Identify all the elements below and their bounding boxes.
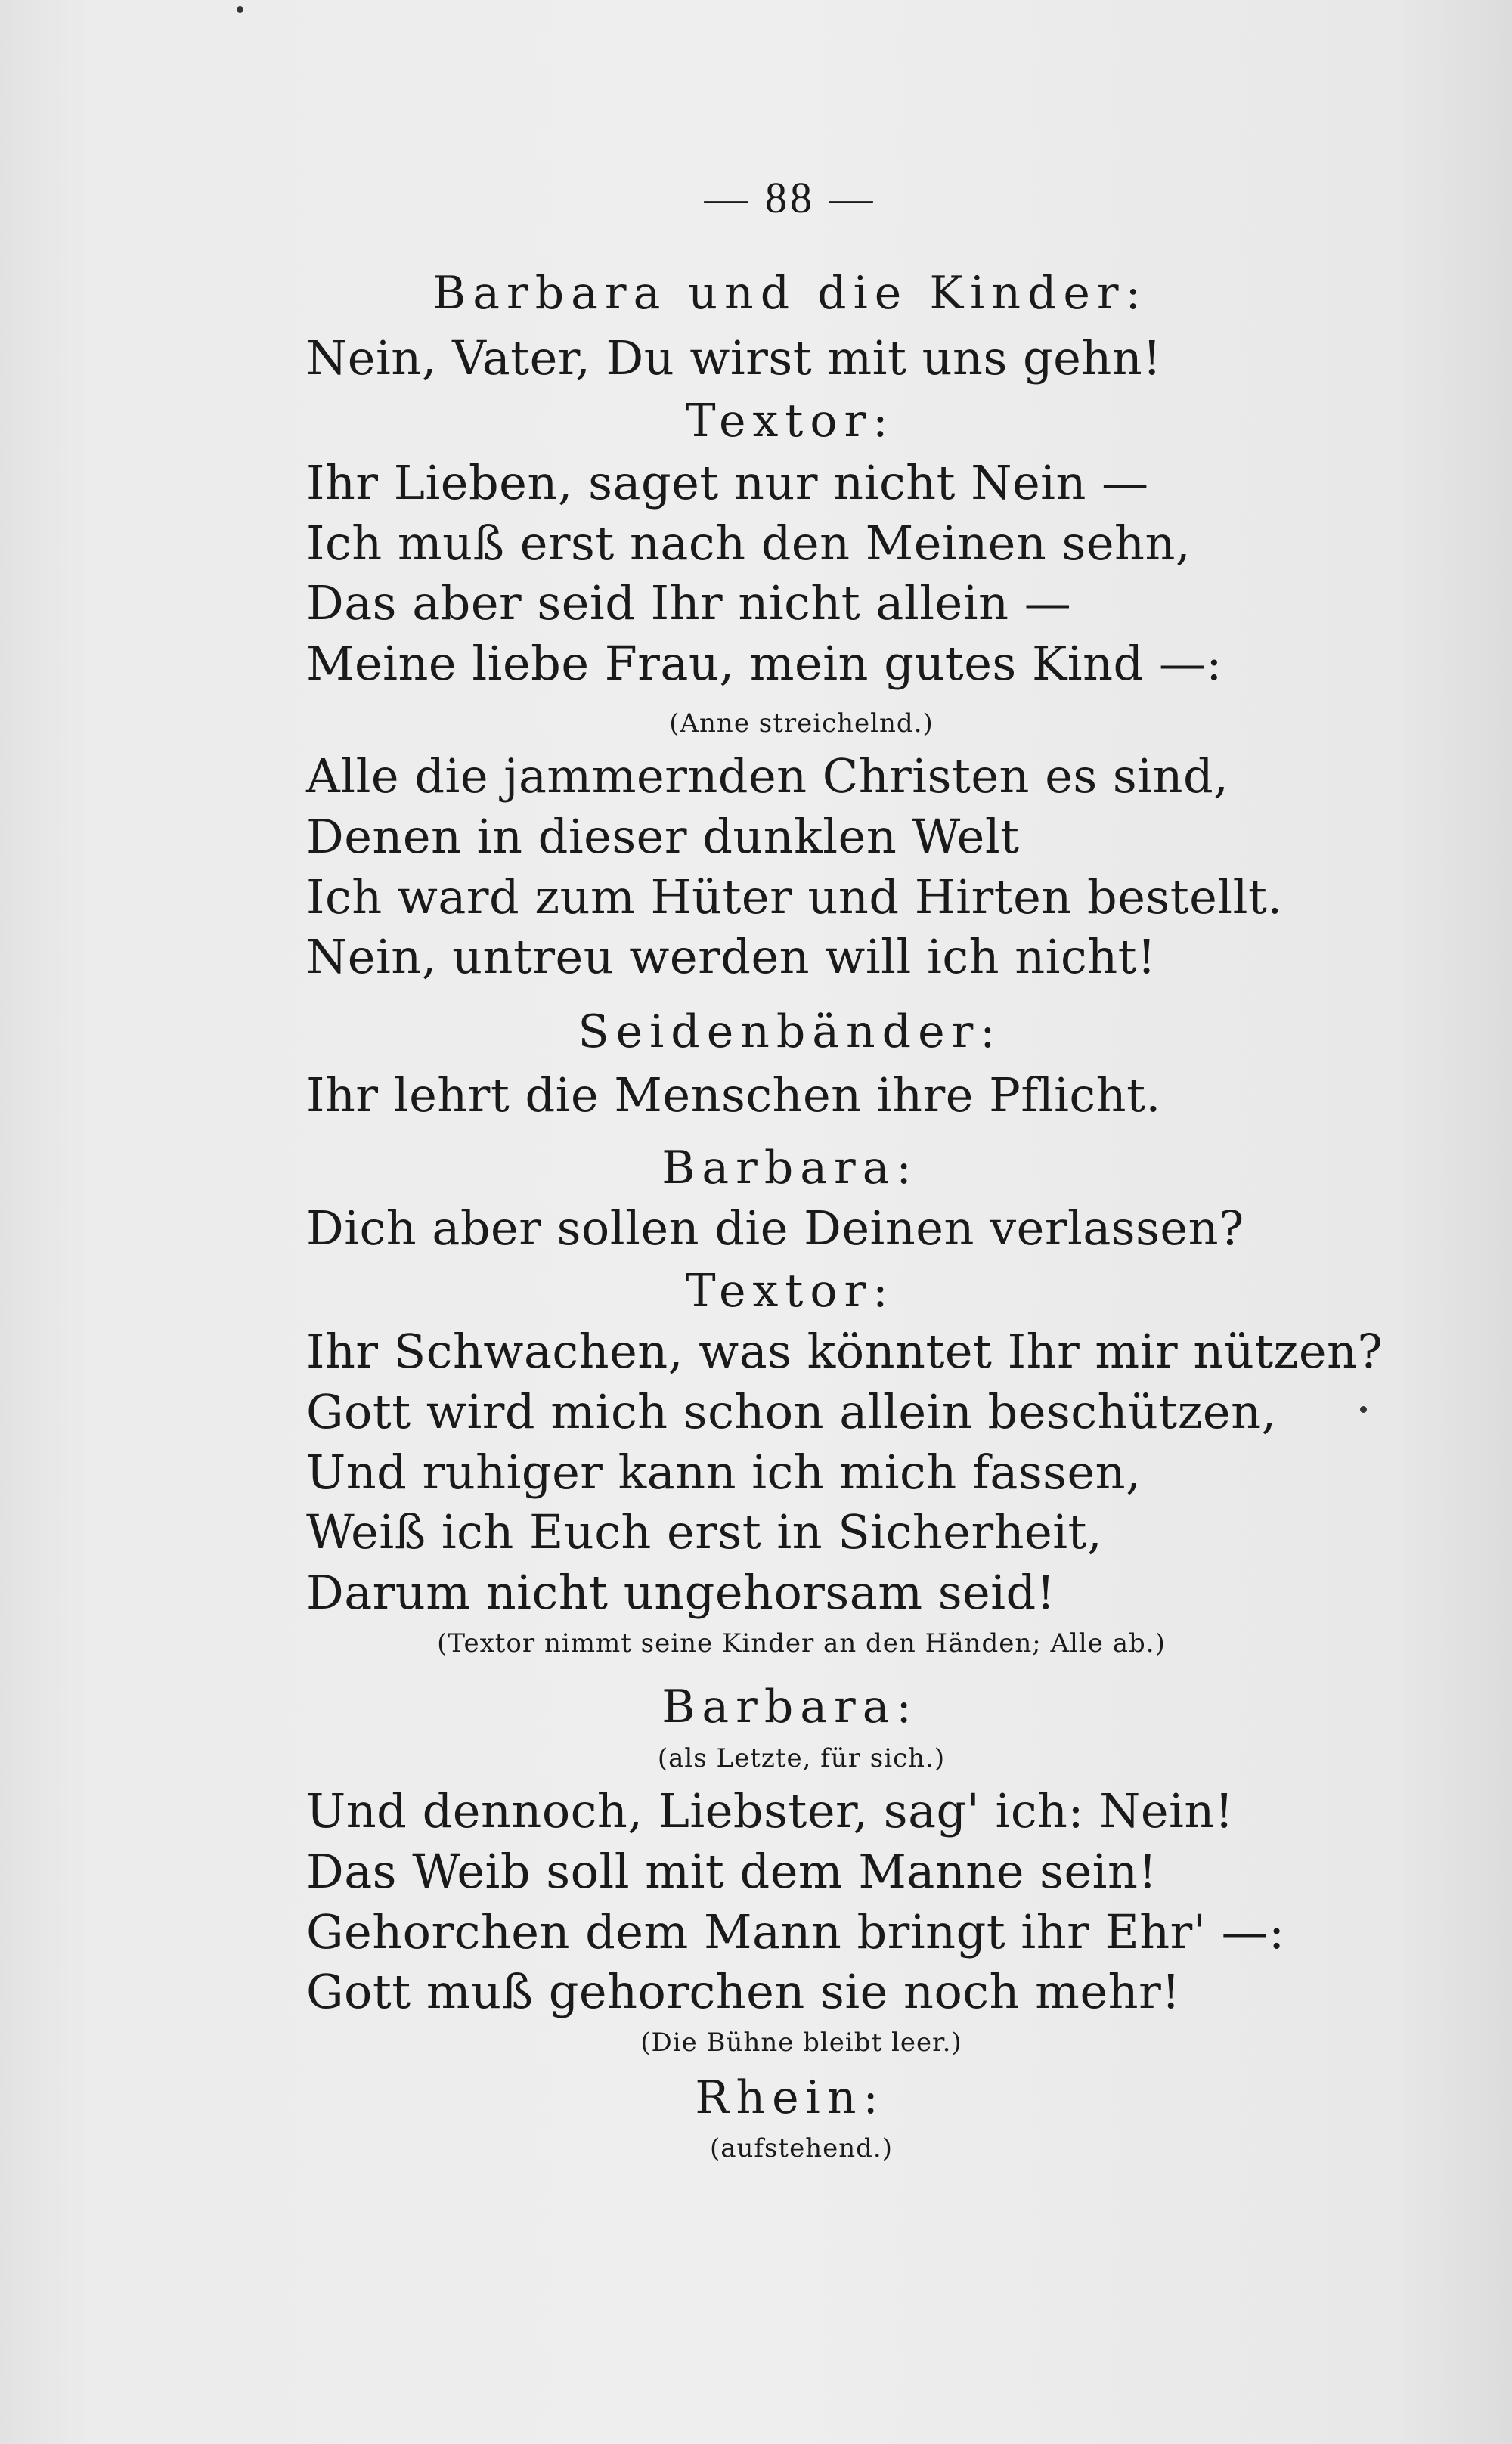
- verse-line: Und ruhiger kann ich mich fassen,: [306, 1445, 1142, 1500]
- verse-line: Meine liebe Frau, mein gutes Kind —:: [306, 636, 1222, 691]
- verse-line: Nein, Vater, Du wirst mit uns gehn!: [306, 330, 1162, 386]
- verse-line: Das aber seid Ihr nicht allein —: [306, 575, 1072, 630]
- print-speck: [237, 6, 243, 13]
- verse-line: Das Weib soll mit dem Manne sein!: [306, 1844, 1157, 1899]
- verse-line: Und dennoch, Liebster, sag' ich: Nein!: [306, 1783, 1235, 1838]
- stage-direction: (Anne streichelnd.): [669, 708, 934, 739]
- verse-line: Denen in dieser dunklen Welt: [306, 809, 1020, 864]
- verse-line: Ihr Lieben, saget nur nicht Nein —: [306, 455, 1149, 510]
- stage-direction: (Die Bühne bleibt leer.): [640, 2027, 962, 2058]
- speaker-heading: Rhein:: [695, 2071, 885, 2124]
- verse-line: Dich aber sollen die Deinen verlassen?: [306, 1200, 1244, 1256]
- verse-line: Gehorchen dem Mann bringt ihr Ehr' —:: [306, 1904, 1285, 1959]
- speaker-heading: Textor:: [685, 395, 895, 448]
- speaker-heading: Barbara:: [662, 1141, 919, 1194]
- speaker-heading: Barbara und die Kinder:: [432, 267, 1148, 320]
- verse-line: Ich ward zum Hüter und Hirten bestellt.: [306, 869, 1283, 925]
- verse-line: Gott wird mich schon allein beschützen,: [306, 1384, 1277, 1439]
- verse-line: Alle die jammernden Christen es sind,: [306, 748, 1229, 804]
- stage-direction: (Textor nimmt seine Kinder an den Händen; Alle ab.): [437, 1628, 1166, 1659]
- page-number: — 88 —: [704, 173, 876, 222]
- speaker-heading: Textor:: [685, 1265, 895, 1318]
- speaker-heading: Seidenbänder:: [578, 1005, 1002, 1058]
- verse-line: Weiß ich Euch erst in Sicherheit,: [306, 1504, 1103, 1560]
- verse-line: Ich muß erst nach den Meinen sehn,: [306, 516, 1191, 571]
- verse-line: Gott muß gehorchen sie noch mehr!: [306, 1964, 1181, 2019]
- verse-line: Ihr Schwachen, was könntet Ihr mir nützen?: [306, 1324, 1383, 1379]
- speaker-heading: Barbara:: [662, 1680, 919, 1733]
- verse-line: Darum nicht ungehorsam seid!: [306, 1565, 1056, 1620]
- verse-line: Nein, untreu werden will ich nicht!: [306, 929, 1157, 984]
- stage-direction: (als Letzte, für sich.): [657, 1743, 946, 1773]
- stage-direction: (aufstehend.): [709, 2133, 893, 2164]
- print-speck: [1360, 1406, 1367, 1413]
- verse-line: Ihr lehrt die Menschen ihre Pflicht.: [306, 1067, 1161, 1123]
